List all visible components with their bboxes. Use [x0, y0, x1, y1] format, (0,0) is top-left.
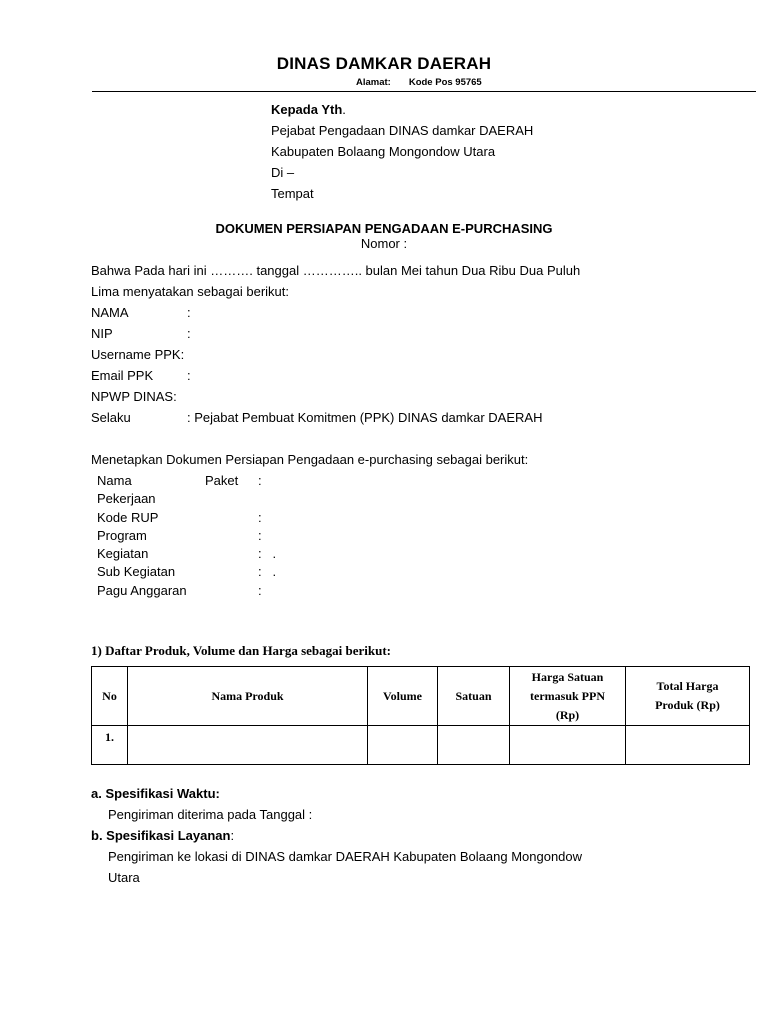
statement-line-1: Bahwa Pada hari ini ………. tanggal ………….. bulan Mei tahun Dua Ribu Dua Puluh [91, 263, 581, 278]
unit-price-line-1: Harga Satuan [531, 669, 604, 684]
spec-service-heading-suffix: : [230, 828, 235, 843]
field-value: : Pejabat Pembuat Komitmen (PPK) DINAS damkar DAERAH [187, 410, 543, 425]
field-label: Pagu Anggaran [97, 583, 187, 598]
total-line-1: Total Harga [656, 679, 719, 693]
field-label: Kegiatan [97, 546, 149, 561]
total-line-2: Produk (Rp) [655, 698, 720, 712]
field-sub-kegiatan [97, 564, 276, 579]
field-nama [91, 305, 191, 320]
field-value: : [180, 347, 185, 362]
greeting-suffix: . [342, 102, 346, 117]
field-value: : [258, 510, 262, 525]
paket-colon: : [258, 473, 262, 488]
spec-time-text: Pengiriman diterima pada Tanggal : [108, 807, 313, 822]
field-value: : [258, 583, 262, 598]
col-header-total [626, 667, 750, 726]
addressee-line-2: Kabupaten Bolaang Mongondow Utara [271, 144, 496, 159]
agency-title: DINAS DAMKAR DAERAH [276, 54, 492, 73]
unit-price-line-3: (Rp) [555, 707, 580, 722]
document-number: Nomor : [360, 236, 408, 251]
field-value: : [187, 326, 191, 341]
header-divider [92, 91, 756, 92]
field-label: Kode RUP [97, 510, 159, 525]
field-value: : [173, 389, 177, 404]
col-header-unit-price [510, 667, 626, 726]
statement-line-2: Lima menyatakan sebagai berikut: [91, 284, 290, 299]
spec-time-heading-text: a. Spesifikasi Waktu: [91, 786, 220, 801]
address-label: Alamat: [356, 77, 391, 88]
addressee-line-4: Tempat [271, 186, 314, 201]
addressee-greeting [271, 102, 346, 117]
table-row [92, 726, 750, 765]
greeting-text: Kepada Yth [271, 102, 343, 117]
field-value: : [187, 368, 191, 383]
nama-label: Nama [97, 473, 132, 488]
postal-code: Kode Pos 95765 [408, 77, 482, 88]
field-label: Program [97, 528, 147, 543]
spec-service-text-1: Pengiriman ke lokasi di DINAS damkar DAERAH Kabupaten Bolaang Mongondow [108, 849, 583, 864]
field-value: : [258, 528, 262, 543]
cell-name [128, 726, 368, 765]
addressee-line-1: Pejabat Pengadaan DINAS damkar DAERAH [271, 123, 534, 138]
field-value: : [187, 305, 191, 320]
field-program [97, 528, 262, 543]
field-label: NAMA [91, 305, 129, 320]
field-label: NPWP DINAS [91, 389, 174, 404]
field-label: Selaku [91, 410, 131, 425]
field-label: NIP [91, 326, 113, 341]
cell-unit [438, 726, 510, 765]
field-value: : . [258, 546, 277, 561]
field-nip [91, 326, 191, 341]
field-kode-rup [97, 510, 262, 525]
field-value: : . [258, 564, 277, 579]
spec-service-heading [91, 828, 234, 843]
document-title: DOKUMEN PERSIAPAN PENGADAAN E-PURCHASING [215, 221, 553, 236]
col-header-unit: Satuan [438, 667, 510, 726]
products-heading: 1) Daftar Produk, Volume dan Harga sebagai berikut: [91, 643, 391, 658]
field-email-ppk [91, 368, 191, 383]
table-header-row [92, 667, 750, 726]
spec-service-text-2: Utara [108, 870, 140, 885]
col-header-name: Nama Produk [128, 667, 368, 726]
cell-volume [368, 726, 438, 765]
paket-label: Paket [205, 473, 239, 488]
field-selaku [91, 410, 542, 425]
field-kegiatan [97, 546, 276, 561]
field-label: Username PPK [91, 347, 181, 362]
product-table [91, 666, 750, 765]
spec-time-heading [91, 786, 220, 801]
spec-service-heading-text: b. Spesifikasi Layanan [91, 828, 231, 843]
unit-price-line-2: termasuk PPN [530, 688, 605, 703]
determination-intro: Menetapkan Dokumen Persiapan Pengadaan e-purchasing sebagai berikut: [91, 452, 529, 467]
agency-address [356, 77, 482, 88]
field-username-ppk [91, 347, 184, 362]
field-nama-paket [97, 473, 262, 488]
cell-total [626, 726, 750, 765]
addressee-line-3: Di – [271, 165, 295, 180]
cell-unit-price [510, 726, 626, 765]
pekerjaan-label: Pekerjaan [97, 491, 156, 506]
cell-no: 1. [92, 726, 128, 765]
field-label: Sub Kegiatan [97, 564, 176, 579]
field-pagu-anggaran [97, 583, 262, 598]
col-header-volume: Volume [368, 667, 438, 726]
field-label: Email PPK [91, 368, 154, 383]
field-npwp-dinas [91, 389, 177, 404]
col-header-no: No [92, 667, 128, 726]
